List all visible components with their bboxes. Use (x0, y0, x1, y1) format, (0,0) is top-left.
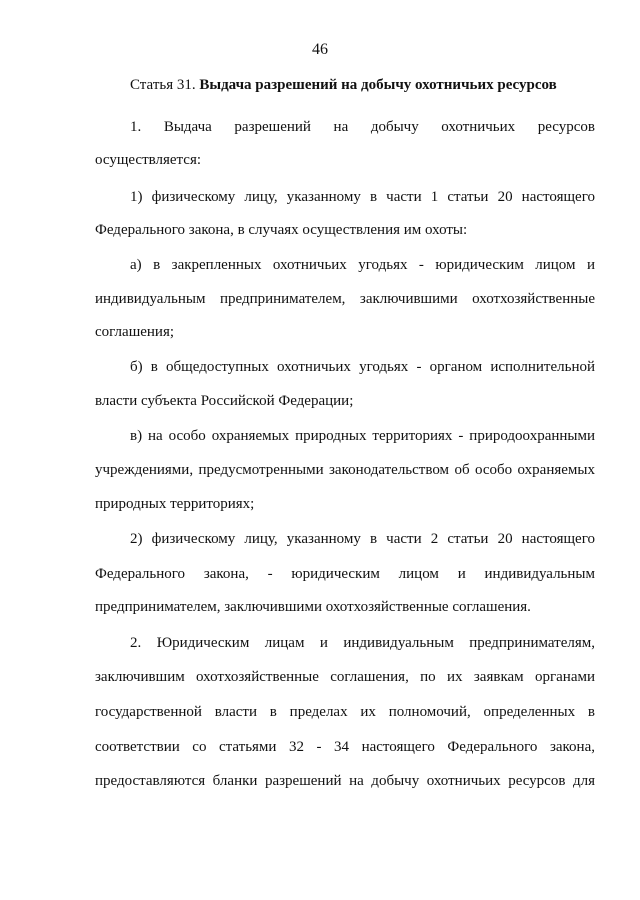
paragraph-line: Федерального закона, - юридическим лицом и индивидуальным (95, 566, 595, 582)
paragraph-line: 2. Юридическим лицам и индивидуальным предпринимателям, (130, 635, 595, 651)
paragraph-line: соответствии со статьями 32 - 34 настоящего Федерального закона, (95, 739, 595, 755)
paragraph-line: Федерального закона, в случаях осуществления им охоты: (95, 222, 468, 238)
paragraph-line: в) на особо охраняемых природных территориях - природоохранными (130, 428, 595, 444)
paragraph-line: осуществляется: (95, 152, 202, 168)
article-title: Выдача разрешений на добычу охотничьих ресурсов (199, 77, 557, 93)
paragraph-line: власти субъекта Российской Федерации; (95, 393, 354, 409)
paragraph-line: 1) физическому лицу, указанному в части 1 статьи 20 настоящего (130, 189, 595, 205)
paragraph-line: государственной власти в пределах их полномочий, определенных в (95, 704, 595, 720)
page-number: 46 (312, 41, 328, 58)
paragraph-line: заключившим охотхозяйственные соглашения, по их заявкам органами (95, 669, 595, 685)
paragraph-line: 2) физическому лицу, указанному в части 2 статьи 20 настоящего (130, 531, 595, 547)
paragraph-line: предоставляются бланки разрешений на добычу охотничьих ресурсов для (95, 773, 595, 789)
article-heading (130, 77, 557, 94)
paragraph-line: предпринимателем, заключившими охотхозяйственные соглашения. (95, 599, 531, 615)
article-prefix: Статья 31. (130, 77, 200, 93)
paragraph-line: а) в закрепленных охотничьих угодьях - юридическим лицом и (130, 257, 595, 273)
paragraph-line: учреждениями, предусмотренными законодательством об особо охраняемых (95, 462, 595, 478)
paragraph-line: индивидуальным предпринимателем, заключившими охотхозяйственные (95, 291, 595, 307)
paragraph-line: соглашения; (95, 324, 175, 340)
paragraph-line: б) в общедоступных охотничьих угодьях - органом исполнительной (130, 359, 595, 375)
paragraph-line: природных территориях; (95, 496, 255, 512)
paragraph-line: 1. Выдача разрешений на добычу охотничьих ресурсов (130, 119, 595, 135)
